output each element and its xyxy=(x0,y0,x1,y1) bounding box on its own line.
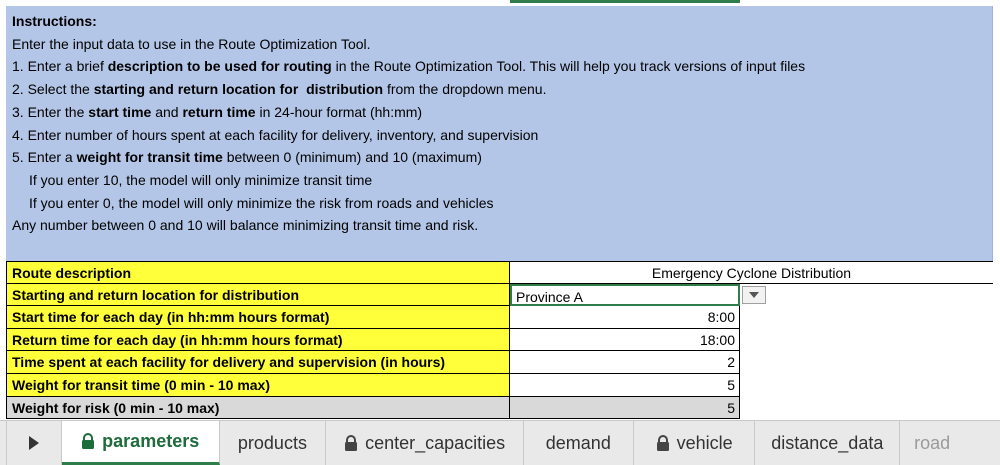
start-location-label: Starting and return location for distribution xyxy=(6,284,510,307)
start-location-dropdown-button[interactable] xyxy=(742,286,766,304)
table-row xyxy=(6,351,993,374)
instructions-intro: Enter the input data to use in the Route Optimization Tool. xyxy=(12,35,371,52)
instructions-note-1: If you enter 10, the model will only minimize transit time xyxy=(29,171,373,188)
start-location-select[interactable]: Province A xyxy=(510,284,740,307)
instructions-cell[interactable] xyxy=(6,6,993,261)
table-row xyxy=(6,284,993,307)
weight-risk-label: Weight for risk (0 min - 10 max) xyxy=(6,397,510,420)
table-row xyxy=(6,397,993,420)
instructions-step-1: 1. Enter a brief description to be used for routing in the Route Optimization Tool. This will help you track versions of input files xyxy=(12,58,806,75)
tab-label: center_capacities xyxy=(365,432,506,453)
tab-parameters[interactable] xyxy=(62,421,220,465)
tab-label: parameters xyxy=(102,431,200,451)
instructions-step-4: 4. Enter number of hours spent at each facility for delivery, inventory, and supervision xyxy=(12,126,539,143)
tab-label: distance_data xyxy=(771,432,884,453)
parameters-table xyxy=(6,261,993,419)
tab-vehicle[interactable] xyxy=(634,421,756,465)
weight-transit-input[interactable]: 5 xyxy=(510,374,740,397)
start-time-input[interactable]: 8:00 xyxy=(510,306,740,329)
weight-transit-label: Weight for transit time (0 min - 10 max) xyxy=(6,374,510,397)
return-time-input[interactable]: 18:00 xyxy=(510,329,740,352)
tab-label: vehicle xyxy=(676,432,733,453)
table-row xyxy=(6,374,993,397)
selected-column-accent xyxy=(510,0,740,3)
route-description-input[interactable]: Emergency Cyclone Distribution xyxy=(510,261,993,284)
tab-bar-edge xyxy=(0,421,7,465)
sheet-tab-bar xyxy=(0,420,1000,465)
route-description-label: Route description xyxy=(6,261,510,284)
instructions-step-2: 2. Select the starting and return location for distribution from the dropdown menu. xyxy=(12,81,547,98)
instructions-step-3: 3. Enter the start time and return time in 24-hour format (hh:mm) xyxy=(12,103,423,120)
tab-road[interactable] xyxy=(900,421,1000,465)
start-time-label: Start time for each day (in hh:mm hours format) xyxy=(6,306,510,329)
tab-scroll-button[interactable] xyxy=(7,421,62,465)
weight-risk-value[interactable]: 5 xyxy=(510,397,740,420)
lock-icon xyxy=(344,435,358,452)
tab-label: demand xyxy=(545,432,611,453)
table-row xyxy=(6,329,993,352)
tab-demand[interactable] xyxy=(524,421,634,465)
tab-label: products xyxy=(237,432,307,453)
time-at-facility-input[interactable]: 2 xyxy=(510,351,740,374)
instructions-note-2: If you enter 0, the model will only minimize the risk from roads and vehicles xyxy=(29,194,494,211)
chevron-down-icon xyxy=(749,292,759,298)
lock-icon xyxy=(656,435,670,452)
tab-center-capacities[interactable] xyxy=(326,421,524,465)
return-time-label: Return time for each day (in hh:mm hours format) xyxy=(6,329,510,352)
lock-icon xyxy=(81,433,95,450)
instructions-heading: Instructions: xyxy=(12,13,97,29)
tab-products[interactable] xyxy=(220,421,327,465)
instructions-note-3: Any number between 0 and 10 will balance minimizing transit time and risk. xyxy=(12,217,479,234)
time-at-facility-label: Time spent at each facility for delivery and supervision (in hours) xyxy=(6,351,510,374)
play-right-icon xyxy=(29,436,39,450)
table-row xyxy=(6,306,993,329)
instructions-step-5: 5. Enter a weight for transit time between 0 (minimum) and 10 (maximum) xyxy=(12,149,482,166)
tab-distance-data[interactable] xyxy=(755,421,900,465)
tab-label: road xyxy=(914,432,951,453)
table-row xyxy=(6,261,993,284)
